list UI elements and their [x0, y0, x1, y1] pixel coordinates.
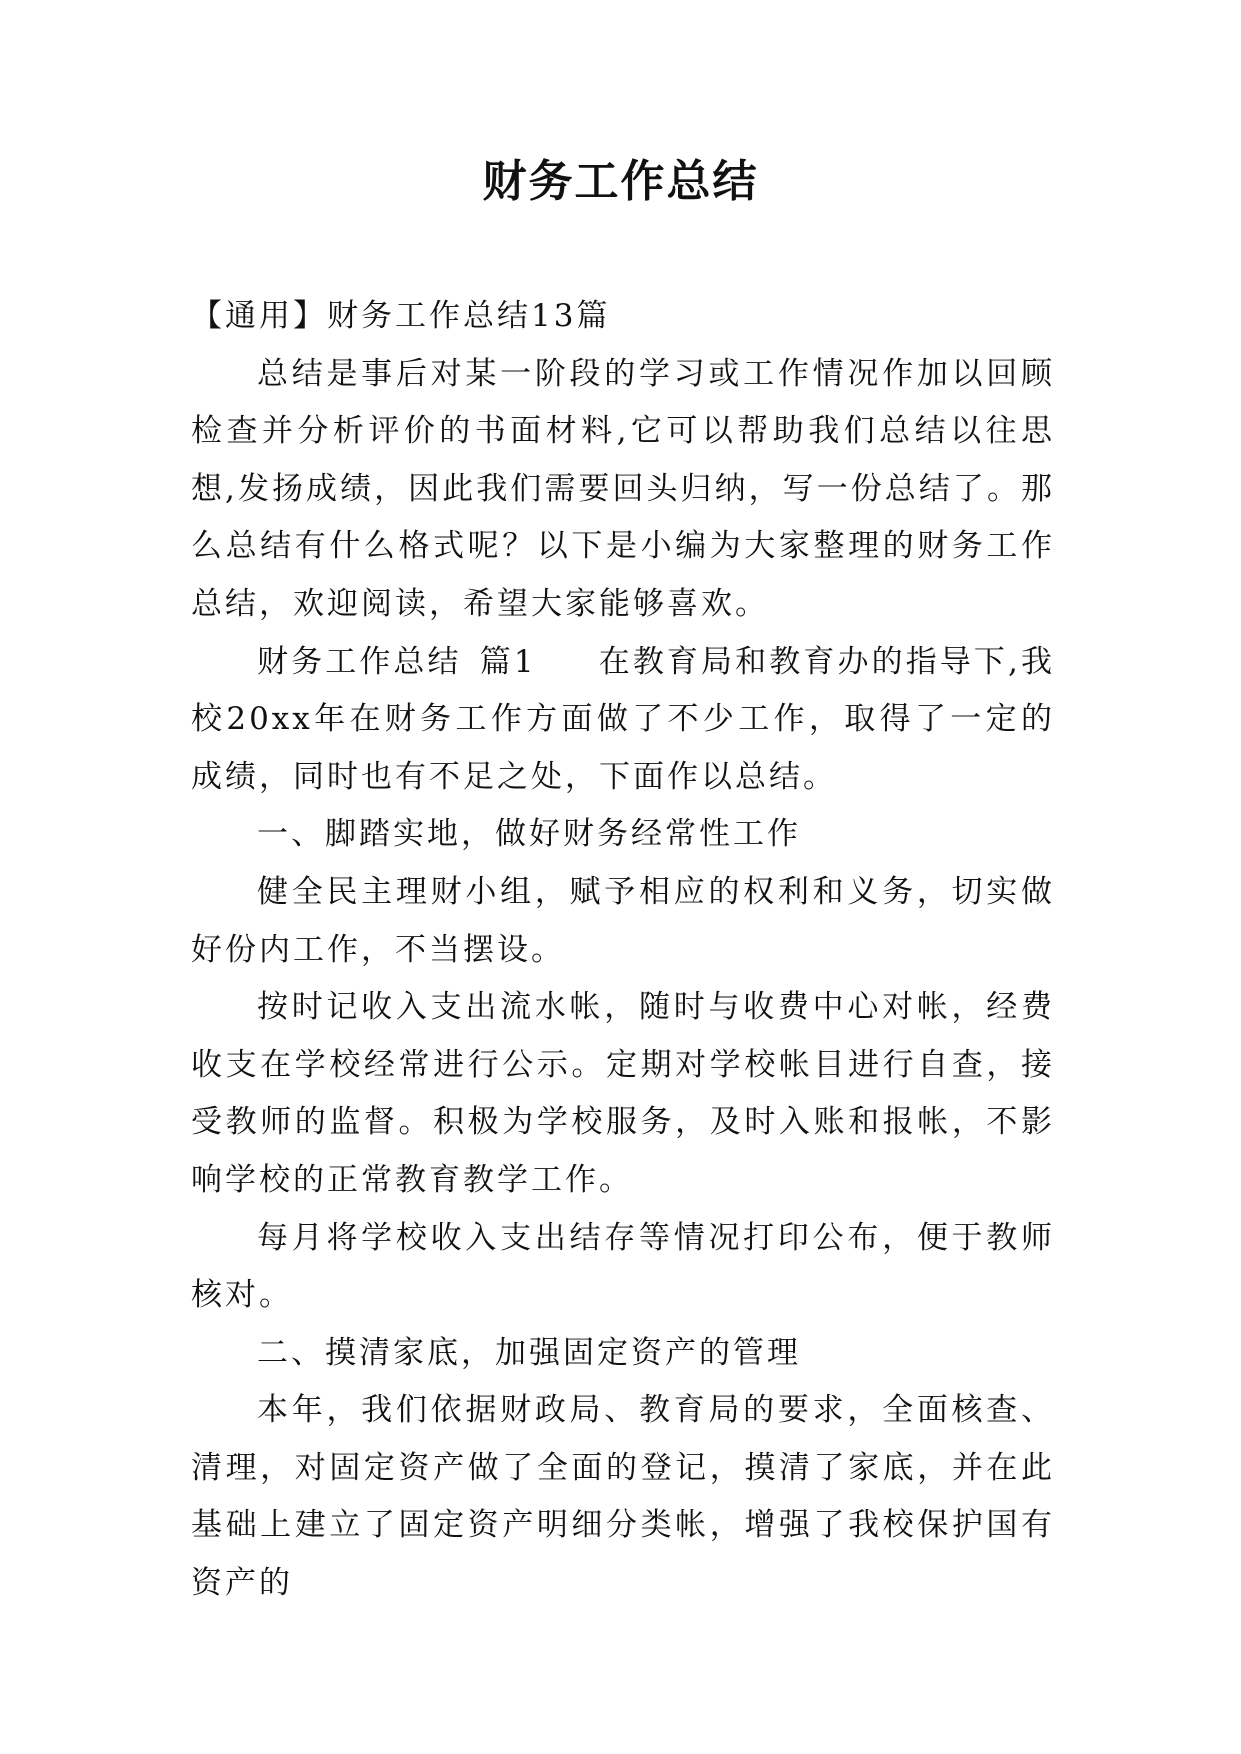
- article-1-label-text: 财务工作总结: [257, 643, 462, 680]
- article-1-paragraph: [191, 634, 1055, 807]
- intro-paragraph: 总结是事后对某一阶段的学习或工作情况作加以回顾检查并分析评价的书面材料,它可以帮助我们总结以往思想,发扬成绩，因此我们需要回头归纳，写一份总结了。那么总结有什么格式呢？以下是小编为大家整理的财务工作总结，欢迎阅读，希望大家能够喜欢。: [191, 355, 1055, 622]
- section-heading-1: 一、脚踏实地，做好财务经常性工作: [257, 816, 801, 853]
- document-title: 财务工作总结: [482, 156, 759, 207]
- article-1-lead: 在教育局和教育办的指导下,我校20xx年在财务工作方面做了不少工作，取得了一定的成绩，同时也有不足之处，下面作以总结。: [191, 643, 1055, 795]
- document-body: [191, 288, 1055, 1613]
- body-paragraph-4: 本年，我们依据财政局、教育局的要求，全面核查、清理，对固定资产做了全面的登记，摸清了家底，并在此基础上建立了固定资产明细分类帐，增强了我校保护国有资产的: [191, 1392, 1055, 1602]
- section-heading-2: 二、摸清家底，加强固定资产的管理: [257, 1334, 801, 1371]
- body-paragraph-2: 按时记收入支出流水帐，随时与收费中心对帐，经费收支在学校经常进行公示。定期对学校帐目进行自查，接受教师的监督。积极为学校服务，及时入账和报帐，不影响学校的正常教育教学工作。: [191, 989, 1055, 1198]
- document-subtitle: 【通用】财务工作总结13篇: [191, 298, 611, 334]
- article-1-label-number: 篇1: [479, 643, 537, 680]
- body-paragraph-1: 健全民主理财小组，赋予相应的权利和义务，切实做好份内工作，不当摆设。: [191, 873, 1055, 968]
- body-paragraph-3: 每月将学校收入支出结存等情况打印公布，便于教师核对。: [191, 1219, 1055, 1314]
